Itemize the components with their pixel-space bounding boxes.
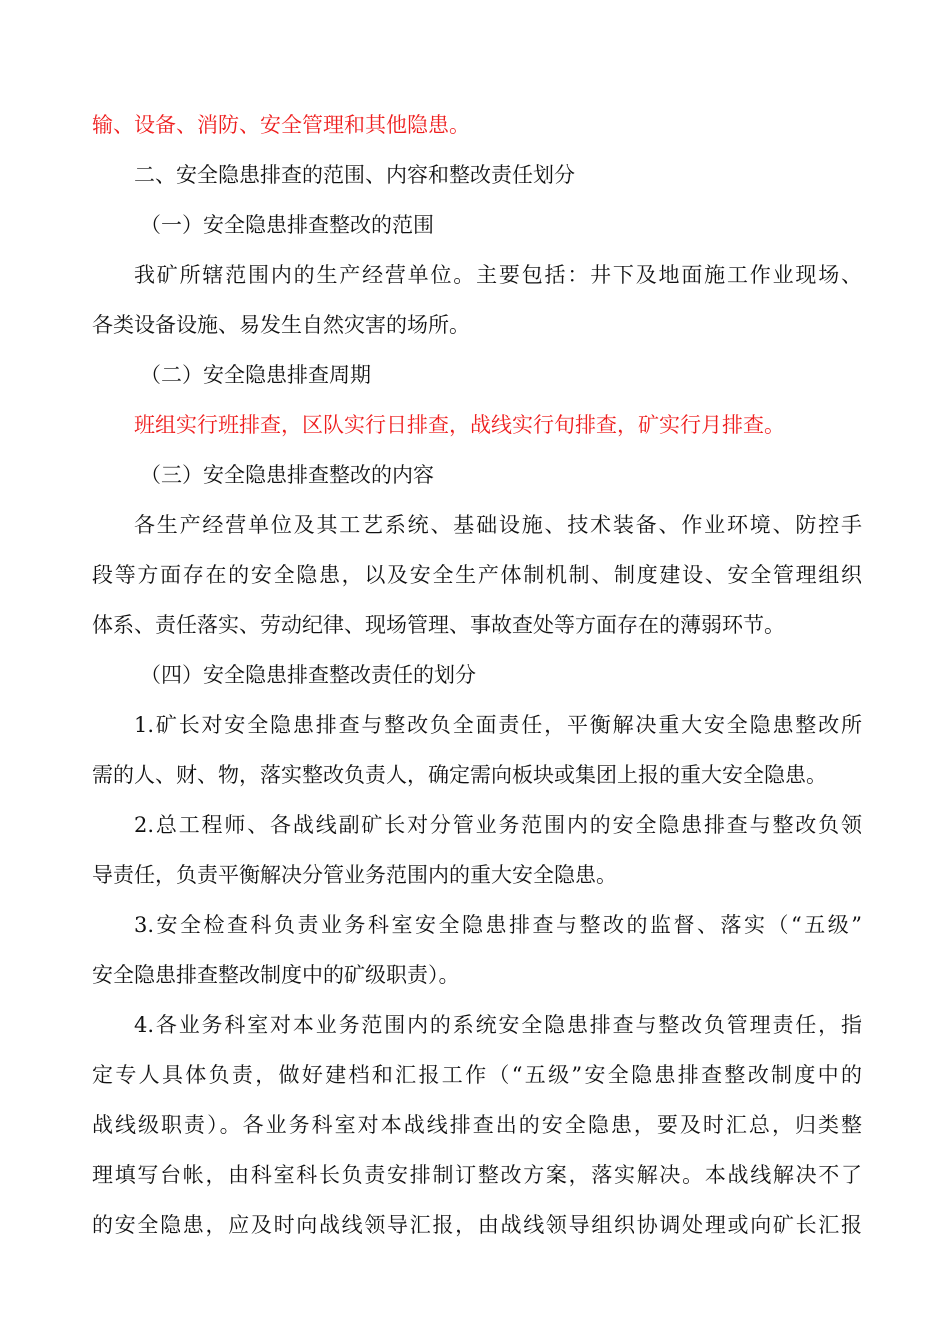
document-page [92, 100, 862, 1250]
section-heading: 二、安全隐患排查的范围、内容和整改责任划分 [134, 163, 575, 187]
paragraph-line: 各生产经营单位及其工艺系统、基础设施、技术装备、作业环境、防控手 [134, 513, 862, 537]
paragraph-line: 各类设备设施、易发生自然灾害的场所。 [92, 313, 470, 337]
list-item-line: 的安全隐患，应及时向战线领导汇报，由战线领导组织协调处理或向矿长汇报 [92, 1213, 862, 1237]
paragraph-line-red: 输、设备、消防、安全管理和其他隐患。 [92, 113, 470, 137]
list-item-line: 3.安全检查科负责业务科室安全隐患排查与整改的监督、落实（“五级” [134, 913, 862, 937]
subsection-heading: （三）安全隐患排查整改的内容 [140, 463, 434, 487]
list-item-line: 安全隐患排查整改制度中的矿级职责）。 [92, 963, 460, 987]
list-item-line: 理填写台帐，由科室科长负责安排制订整改方案，落实解决。本战线解决不了 [92, 1163, 862, 1187]
list-item-line: 4.各业务科室对本业务范围内的系统安全隐患排查与整改负管理责任，指 [134, 1013, 862, 1037]
subsection-heading: （四）安全隐患排查整改责任的划分 [140, 663, 476, 687]
paragraph-line-red: 班组实行班排查，区队实行日排查，战线实行旬排查，矿实行月排查。 [134, 413, 785, 437]
list-item-line: 定专人具体负责，做好建档和汇报工作（“五级”安全隐患排查整改制度中的 [92, 1063, 862, 1087]
paragraph-line: 段等方面存在的安全隐患，以及安全生产体制机制、制度建设、安全管理组织 [92, 563, 862, 587]
subsection-heading: （一）安全隐患排查整改的范围 [140, 213, 434, 237]
list-item-line: 需的人、财、物，落实整改负责人，确定需向板块或集团上报的重大安全隐患。 [92, 763, 827, 787]
subsection-heading: （二）安全隐患排查周期 [140, 363, 371, 387]
paragraph-line: 我矿所辖范围内的生产经营单位。主要包括：井下及地面施工作业现场、 [134, 263, 862, 287]
list-item-line: 2.总工程师、各战线副矿长对分管业务范围内的安全隐患排查与整改负领 [134, 813, 862, 837]
list-item-line: 导责任，负责平衡解决分管业务范围内的重大安全隐患。 [92, 863, 617, 887]
paragraph-line: 体系、责任落实、劳动纪律、现场管理、事故查处等方面存在的薄弱环节。 [92, 613, 785, 637]
list-item-line: 1.矿长对安全隐患排查与整改负全面责任，平衡解决重大安全隐患整改所 [134, 713, 862, 737]
list-item-line: 战线级职责）。各业务科室对本战线排查出的安全隐患，要及时汇总，归类整 [92, 1113, 862, 1137]
